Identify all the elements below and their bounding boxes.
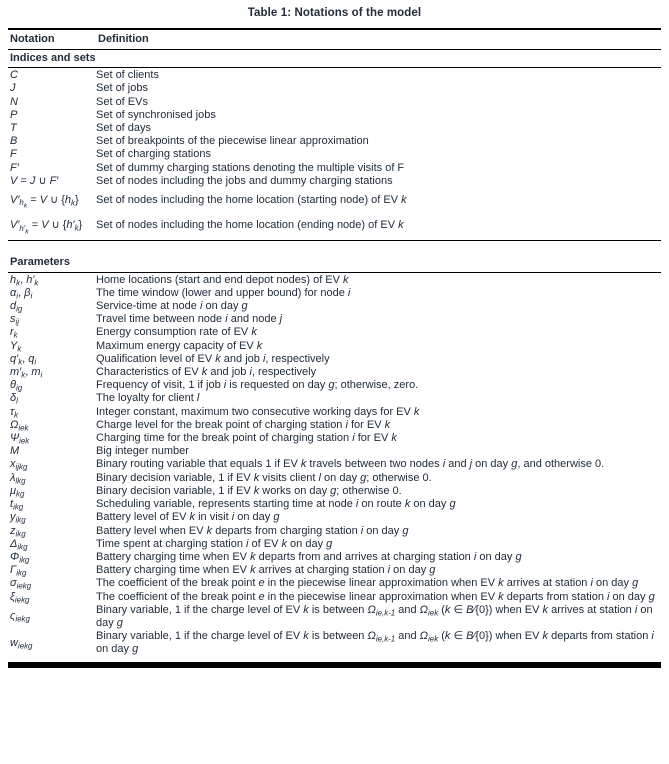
definition-cell: Charge level for the break point of charging station i for EV k bbox=[96, 418, 391, 431]
table-row bbox=[8, 274, 661, 287]
definition-cell: Set of EVs bbox=[96, 95, 148, 108]
notation-cell: $m'_k$, $m_i$ bbox=[10, 366, 43, 380]
notation-cell: $\Gamma_{ikg}$ bbox=[10, 564, 27, 578]
notation-cell: P bbox=[10, 108, 18, 121]
notation-cell: C bbox=[10, 69, 18, 82]
table-row bbox=[8, 135, 661, 148]
notation-cell: $y_{ikg}$ bbox=[10, 511, 26, 525]
notation-cell: B bbox=[10, 135, 18, 148]
notation-cell: $\varsigma_{iekg}$ bbox=[10, 610, 30, 624]
notation-cell: $q'_k$, $q_i$ bbox=[10, 352, 37, 367]
table-row bbox=[8, 419, 661, 432]
notation-cell: $\mu_{kg}$ bbox=[10, 484, 25, 499]
table-row bbox=[8, 604, 661, 630]
notation-cell: F bbox=[10, 148, 17, 161]
definition-cell: Battery level of EV k in visit i on day g bbox=[96, 511, 280, 524]
definition-cell: Energy consumption rate of EV k bbox=[96, 326, 257, 339]
column-header-definition: Definition bbox=[98, 33, 149, 45]
table-row bbox=[8, 511, 661, 524]
notation-cell: $\theta_{ig}$ bbox=[10, 379, 23, 393]
notation-cell: $r_k$ bbox=[10, 326, 18, 340]
section-header-label: Indices and sets bbox=[10, 52, 96, 64]
table-section bbox=[8, 254, 661, 658]
notation-cell: $\xi_{iekg}$ bbox=[10, 590, 30, 604]
notation-cell: $d_{ig}$ bbox=[10, 300, 23, 314]
table-row bbox=[8, 96, 661, 109]
table-row bbox=[8, 300, 661, 313]
definition-cell: Characteristics of EV k and job i, respectively bbox=[96, 366, 317, 379]
section-header-label: Parameters bbox=[10, 256, 70, 269]
table-row bbox=[8, 122, 661, 135]
notation-cell: $\tau_k$ bbox=[10, 405, 19, 420]
definition-cell: The time window (lower and upper bound) for node i bbox=[96, 286, 351, 299]
section-rows bbox=[8, 273, 661, 659]
definition-cell: The coefficient of the break point e in the piecewise linear approximation when EV k arrives at station i on day g bbox=[96, 577, 639, 590]
table-row bbox=[8, 432, 661, 445]
notation-cell: $w_{iekg}$ bbox=[10, 636, 33, 651]
definition-cell: Battery charging time when EV k departs from and arrives at charging station i on day g bbox=[96, 550, 522, 563]
notation-cell: $s_{ij}$ bbox=[10, 313, 20, 327]
definition-cell: The coefficient of the break point e in the piecewise linear approximation when EV k departs from station i on day g bbox=[96, 590, 655, 603]
notation-cell: V = J ∪ F′ bbox=[10, 174, 59, 187]
definition-cell: Set of days bbox=[96, 122, 152, 135]
table-row bbox=[8, 213, 661, 238]
notation-cell: $\Omega_{iek}$ bbox=[10, 418, 29, 433]
notation-cell: $V'_{h'_k} = V$ ∪ $\{h'_k\}$ bbox=[10, 219, 83, 235]
definition-cell: Set of charging stations bbox=[96, 148, 211, 161]
table-row bbox=[8, 458, 661, 471]
table-row bbox=[8, 577, 661, 590]
definition-cell: Set of dummy charging stations denoting the multiple visits of F bbox=[96, 161, 405, 174]
section-header bbox=[8, 254, 661, 272]
notation-cell: J bbox=[10, 82, 16, 95]
table-row bbox=[8, 498, 661, 511]
table-row bbox=[8, 564, 661, 577]
definition-cell: Binary variable, 1 if the charge level of EV k is between $\Omega_{ie,k-1}$ and $\Omega_{iek}$ (k ∈ B⁄{0}) when EV k departs from station i on day g bbox=[96, 630, 654, 656]
definition-cell: Time spent at charging station i of EV k on day g bbox=[96, 537, 333, 550]
definition-cell: Battery level when EV k departs from charging station i on day g bbox=[96, 524, 409, 537]
column-header-notation: Notation bbox=[10, 33, 55, 45]
notation-cell: $h_k$, $h'_k$ bbox=[10, 273, 39, 288]
definition-cell: Travel time between node i and node j bbox=[96, 313, 283, 326]
definition-cell: Set of nodes including the home location (starting node) of EV k bbox=[96, 194, 407, 207]
notations-table bbox=[8, 28, 661, 668]
table-row bbox=[8, 162, 661, 175]
notation-cell: $\sigma_{iekg}$ bbox=[10, 577, 32, 591]
table-row bbox=[8, 379, 661, 392]
definition-cell: Qualification level of EV k and job i, respectively bbox=[96, 352, 330, 365]
table-row bbox=[8, 313, 661, 326]
table-section bbox=[8, 50, 661, 241]
notation-cell: $\Delta_{ikg}$ bbox=[10, 537, 28, 552]
notation-cell: N bbox=[10, 95, 18, 108]
definition-cell: Frequency of visit, 1 if job i is requested on day g; otherwise, zero. bbox=[96, 379, 419, 392]
table-row bbox=[8, 445, 661, 458]
table-row bbox=[8, 353, 661, 366]
table-row bbox=[8, 591, 661, 604]
notation-cell: $Y_k$ bbox=[10, 339, 22, 354]
table-row bbox=[8, 188, 661, 213]
table-row bbox=[8, 472, 661, 485]
definition-cell: Set of jobs bbox=[96, 82, 148, 95]
definition-cell: Binary routing variable that equals 1 if EV k travels between two nodes i and j on day g, and otherwise 0. bbox=[96, 458, 605, 471]
table-row bbox=[8, 109, 661, 122]
table-row bbox=[8, 485, 661, 498]
definition-cell: Set of breakpoints of the piecewise linear approximation bbox=[96, 135, 369, 148]
table-bottom-rule bbox=[8, 662, 661, 668]
table-row bbox=[8, 525, 661, 538]
table-row bbox=[8, 538, 661, 551]
definition-cell: Scheduling variable, represents starting time at node i on route k on day g bbox=[96, 498, 456, 511]
notation-cell: T bbox=[10, 122, 17, 135]
definition-cell: Binary variable, 1 if the charge level of EV k is between $\Omega_{ie,k-1}$ and $\Omega_{iek}$ (k ∈ B⁄{0}) when EV k arrives at station i on day g bbox=[96, 603, 653, 629]
definition-cell: Binary decision variable, 1 if EV k works on day g; otherwise 0. bbox=[96, 484, 402, 497]
table-row bbox=[8, 287, 661, 300]
notation-cell: $\Psi_{iek}$ bbox=[10, 432, 30, 446]
table-row bbox=[8, 340, 661, 353]
table-sections bbox=[8, 50, 661, 659]
notation-cell: $t_{ikg}$ bbox=[10, 498, 24, 512]
definition-cell: Service-time at node i on day g bbox=[96, 300, 248, 313]
table-row bbox=[8, 366, 661, 379]
definition-cell: Set of clients bbox=[96, 69, 159, 82]
table-title: Table 1: Notations of the model bbox=[247, 7, 422, 19]
notation-cell: $\lambda_{lkg}$ bbox=[10, 471, 26, 486]
table-row bbox=[8, 175, 661, 188]
table-header-row bbox=[8, 30, 661, 50]
definition-cell: Maximum energy capacity of EV k bbox=[96, 339, 263, 352]
definition-cell: Charging time for the break point of charging station i for EV k bbox=[96, 432, 397, 445]
definition-cell: Battery charging time when EV k arrives at charging station i on day g bbox=[96, 564, 436, 577]
definition-cell: The loyalty for client l bbox=[96, 392, 200, 405]
definition-cell: Binary decision variable, 1 if EV k visits client l on day g; otherwise 0. bbox=[96, 471, 432, 484]
definition-cell: Big integer number bbox=[96, 445, 189, 458]
notation-cell: $\Phi_{ikg}$ bbox=[10, 550, 30, 565]
notation-cell: M bbox=[10, 445, 20, 458]
table-row bbox=[8, 82, 661, 95]
table-row bbox=[8, 406, 661, 419]
definition-cell: Set of nodes including the home location (ending node) of EV k bbox=[96, 219, 404, 232]
section-rows bbox=[8, 68, 661, 241]
table-row bbox=[8, 551, 661, 564]
definition-cell: Integer constant, maximum two consecutive working days for EV k bbox=[96, 405, 420, 418]
notation-cell: $V'_{h_k} = V$ ∪ $\{h_k\}$ bbox=[10, 194, 79, 210]
section-header bbox=[8, 50, 661, 68]
table-row bbox=[8, 630, 661, 656]
definition-cell: Set of synchronised jobs bbox=[96, 108, 216, 121]
table-row bbox=[8, 326, 661, 339]
notation-cell: $z_{ikg}$ bbox=[10, 524, 26, 538]
table-row bbox=[8, 392, 661, 405]
table-row bbox=[8, 69, 661, 82]
notation-cell: F′ bbox=[10, 161, 19, 174]
notation-cell: $\alpha_i$, $\beta_i$ bbox=[10, 286, 33, 301]
table-row bbox=[8, 148, 661, 161]
notation-cell: $x_{ijkg}$ bbox=[10, 458, 28, 472]
notation-cell: $\delta_l$ bbox=[10, 392, 18, 406]
definition-cell: Home locations (start and end depot nodes) of EV k bbox=[96, 273, 349, 286]
definition-cell: Set of nodes including the jobs and dummy charging stations bbox=[96, 174, 393, 187]
